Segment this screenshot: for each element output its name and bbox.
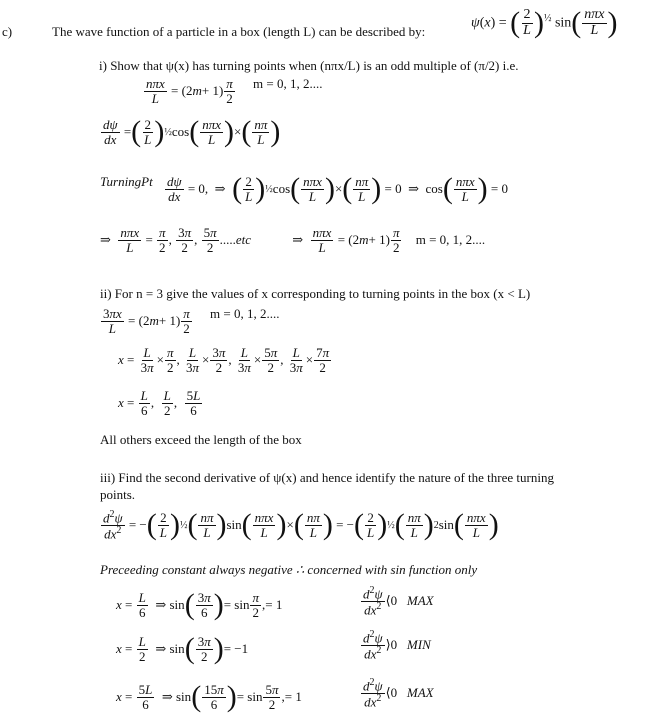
case-1: x = $\frac{L}{6}$ ⇒ sin ( $\frac{3\pi}{6}$ ) = sin $\frac{\pi}{2}$ ,= 1 — [116, 588, 283, 621]
x-values: x = $\frac{L}{6}$ , $\frac{L}{2}$ , $\frac{5L}{6}$ — [118, 388, 201, 418]
wave-function-expression: ψ(x) = ( $\frac{2}{L}$ )$^{\frac{1}{2}}$ sin( $\frac{\text{nπx}}{L}$ ) — [471, 6, 618, 40]
second-derivative: $\frac{d^2\psi}{dx^2}$ = − ( $\frac{2}{L}$ ) ½ ( $\frac{n\pi}{L}$ ) sin ( $\frac{\text{nπx}}{L}$ ) × ( $\frac{n\pi}{L}$ ) = − ( $\frac{2}{L}$ ) ½ ( $\frac{n\pi}{L}$ ) 2 sin ( $\frac{\text{nπx}}{L}$ ) — [103, 508, 499, 542]
case-2: x = $\frac{L}{2}$ ⇒ sin ( $\frac{3\pi}{2}$ ) = −1 — [116, 632, 249, 665]
intro-text: The wave function of a particle in a box (length L) can be described by: — [52, 24, 426, 39]
m-range: m = 0, 1, 2.... — [253, 76, 323, 91]
turning-point-equation: TurningPt $\frac{d\psi}{dx}$ = 0, ⇒ ( $\frac{2}{L}$ ) ½ cos ( $\frac{\text{nπx}}{L}$ ) × ( $\frac{n\pi}{L}$ ) = 0 ⇒ cos ( $\frac{\text{nπx}}{L}$ ) = 0 — [100, 172, 508, 206]
question-i: i) Show that ψ(x) has turning points when (nπx/L) is an odd multiple of (π/2) i.e. — [99, 58, 519, 73]
first-derivative: $\frac{d\psi}{dx}$ = ( $\frac{2}{L}$ ) ½ cos ( $\frac{\text{nπx}}{L}$ ) × ( $\frac{n\pi}{L}$ ) — [103, 115, 281, 149]
case-3: x = $\frac{5L}{6}$ ⇒ sin ( $\frac{15\pi}{6}$ ) = sin $\frac{5\pi}{2}$ ,= 1 — [116, 680, 302, 713]
x-products: x = $\frac{L}{3\pi}$ × $\frac{\pi}{2}$ , $\frac{L}{3\pi}$ × $\frac{3\pi}{2}$ , $\frac{L}{3\pi}$ × $\frac{5\pi}{2}$ , $\frac{L}{3\pi}$ × $\frac{7\pi}{2}$ — [118, 345, 330, 375]
turning-condition: $\frac{\text{nπx}}{L}$ = (2 m + 1) $\frac{\pi}{2}$ m = 0, 1, 2.... — [146, 76, 323, 106]
preceding-note: Preceeding constant always negative ∴ concerned with sin function only — [100, 562, 478, 577]
others-note: All others exceed the length of the box — [100, 432, 302, 447]
case-3-result: $\frac{d^2\psi}{dx^2}$ ⟨0 MAX — [363, 677, 434, 710]
m-range-2: m = 0, 1, 2.... — [210, 306, 280, 321]
odd-multiples-line: ⇒ $\frac{\text{nπx}}{L}$ = $\frac{\pi}{2}$ , $\frac{3\pi}{2}$ , $\frac{5\pi}{2}$ ..... etc ⇒ $\frac{\text{nπx}}{L}$ = (2 m + 1) $\frac{\pi}{2}$ m = 0, 1, 2.... — [100, 225, 486, 255]
question-iii-cont: points. — [100, 487, 136, 502]
question-iii: iii) Find the second derivative of ψ(x) and hence identify the nature of the three turning — [100, 470, 554, 485]
n3-condition: $\frac{3\pi x}{L}$ = (2 m + 1) $\frac{\pi}{2}$ m = 0, 1, 2.... — [103, 306, 280, 336]
part-label: c) — [2, 24, 13, 39]
question-ii: ii) For n = 3 give the values of x corresponding to turning points in the box (x < L) — [100, 286, 531, 301]
case-2-result: $\frac{d^2\psi}{dx^2}$ ⟩0 MIN — [363, 629, 431, 662]
turning-label: TurningPt — [100, 174, 153, 189]
case-1-result: $\frac{d^2\psi}{dx^2}$ ⟨0 MAX — [363, 585, 434, 618]
